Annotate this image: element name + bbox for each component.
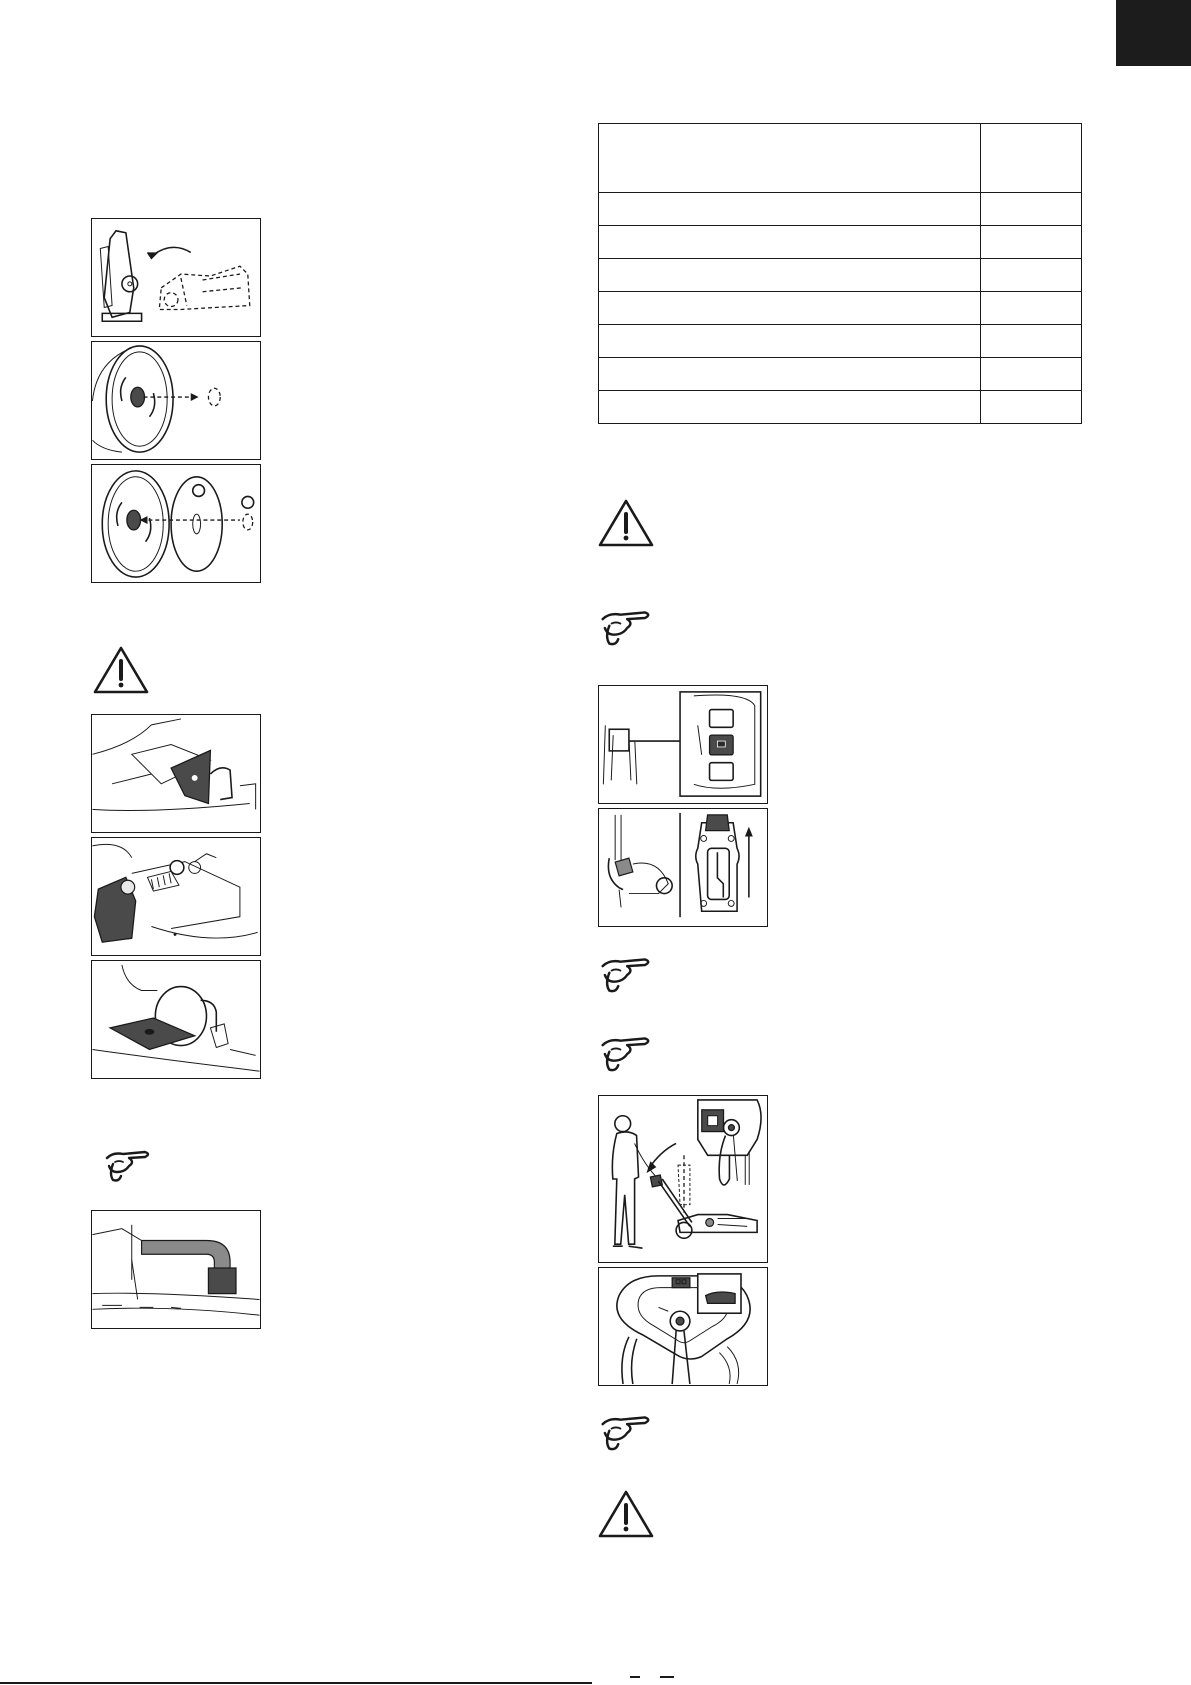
figure-control-switch bbox=[598, 685, 768, 804]
pointing-hand-icon bbox=[598, 1034, 654, 1074]
table-cell bbox=[981, 358, 1082, 391]
table-cell bbox=[599, 193, 981, 226]
language-tab bbox=[1116, 0, 1191, 66]
spec-table bbox=[598, 123, 1082, 424]
table-row bbox=[599, 358, 1082, 391]
footer-rule bbox=[0, 1682, 592, 1684]
table-cell bbox=[599, 124, 981, 193]
figure-hose-connection bbox=[91, 1210, 261, 1329]
figure-operator-with-machine bbox=[598, 1095, 768, 1263]
table-cell bbox=[599, 325, 981, 358]
pointing-hand-icon bbox=[105, 1148, 151, 1184]
footer-mark bbox=[630, 1676, 640, 1678]
table-row bbox=[599, 226, 1082, 259]
table-cell bbox=[981, 325, 1082, 358]
table-cell bbox=[981, 391, 1082, 424]
figure-handle-top-view bbox=[598, 1267, 768, 1386]
figure-lid-closed bbox=[91, 960, 261, 1079]
figure-handle-adjust bbox=[598, 808, 768, 927]
table-cell bbox=[981, 292, 1082, 325]
table-row bbox=[599, 391, 1082, 424]
pointing-hand-icon bbox=[598, 1413, 654, 1453]
pointing-hand-icon bbox=[598, 608, 654, 648]
table-cell bbox=[599, 292, 981, 325]
table-cell bbox=[981, 259, 1082, 292]
pointing-hand-icon bbox=[598, 955, 654, 995]
warning-triangle-icon bbox=[92, 645, 150, 695]
table-cell bbox=[599, 391, 981, 424]
table-cell bbox=[981, 226, 1082, 259]
footer-mark bbox=[660, 1676, 674, 1678]
figure-disc-removal bbox=[91, 341, 261, 460]
figure-tilt-upright bbox=[91, 218, 261, 337]
figure-lid-open bbox=[91, 714, 261, 833]
table-row bbox=[599, 259, 1082, 292]
table-cell bbox=[981, 124, 1082, 193]
table-row bbox=[599, 325, 1082, 358]
figure-bag-removal bbox=[91, 837, 261, 956]
table-cell bbox=[599, 259, 981, 292]
table-row bbox=[599, 292, 1082, 325]
warning-triangle-icon bbox=[597, 1489, 655, 1539]
warning-triangle-icon bbox=[597, 498, 655, 548]
table-cell bbox=[599, 358, 981, 391]
table-row bbox=[599, 124, 1082, 193]
table-cell bbox=[981, 193, 1082, 226]
table-cell bbox=[599, 226, 981, 259]
figure-disc-fitting bbox=[91, 464, 261, 583]
table-row bbox=[599, 193, 1082, 226]
